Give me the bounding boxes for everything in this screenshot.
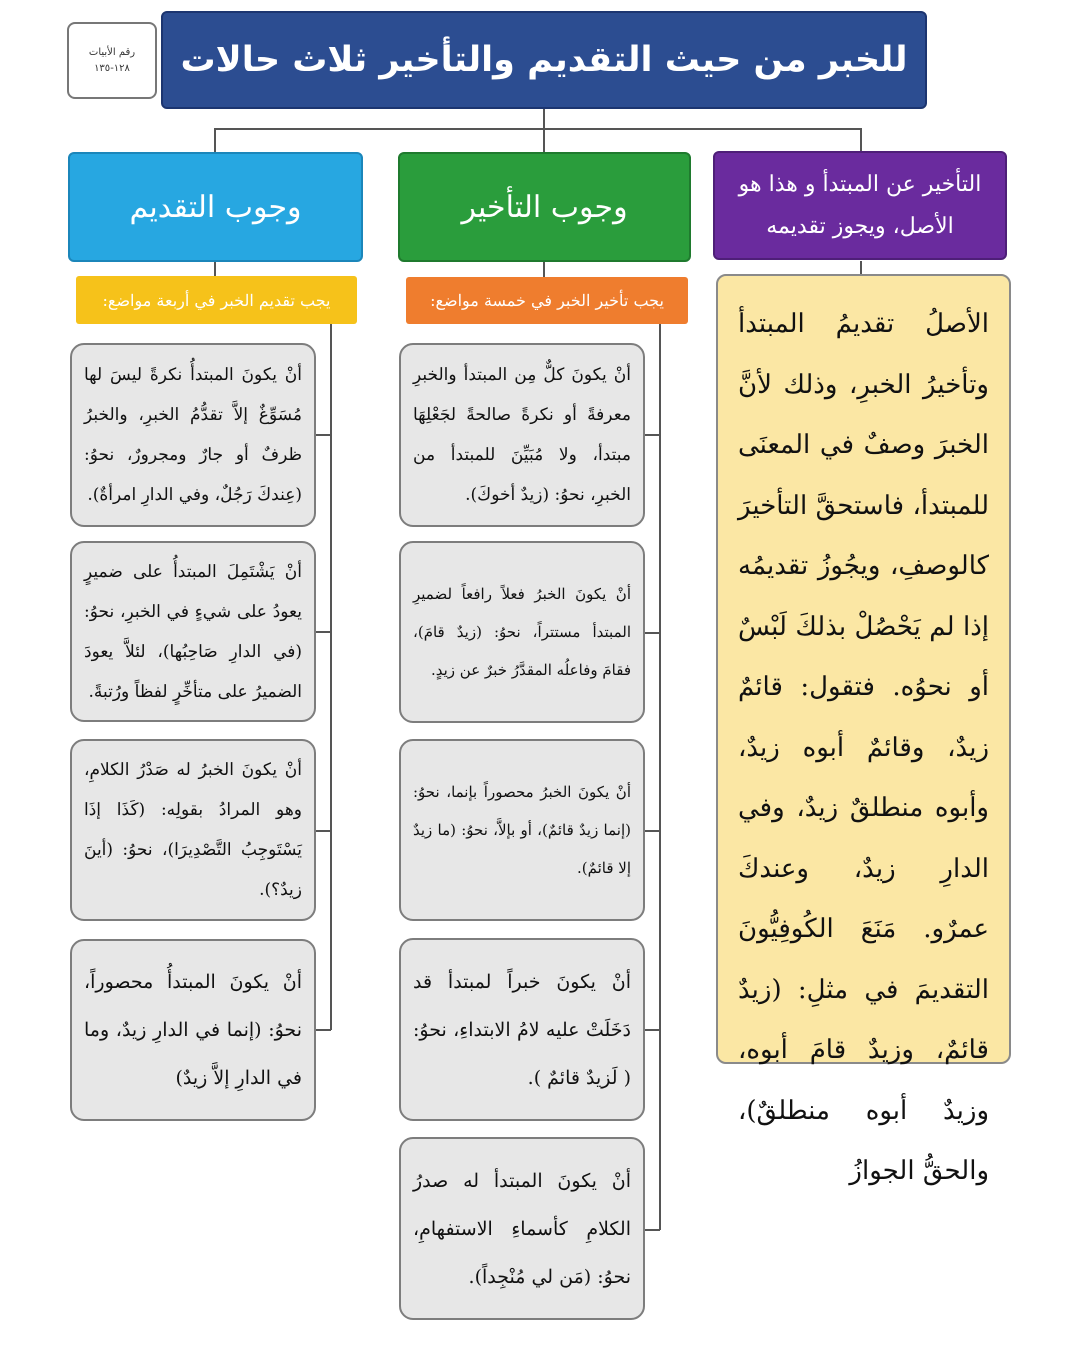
connector-title-down bbox=[543, 109, 545, 129]
header-default-order: التأخير عن المبتدأ و هذا هو الأصل، ويجوز تقديمه bbox=[713, 151, 1007, 260]
connector-horizontal bbox=[215, 128, 861, 130]
connector-advance-4 bbox=[316, 1029, 331, 1031]
subheader-must-advance: يجب تقديم الخبر في أربعة مواضع: bbox=[76, 276, 357, 324]
advance-case-1 bbox=[70, 343, 316, 527]
connector-advance-3 bbox=[316, 830, 331, 832]
delay-case-2-text: أنْ يكونَ الخبرُ فعلاً رافعاً لضميرِ المبتدأ مستتراً، نحوُ: (زيدٌ قامَ)، فقامَ وفاعلُه المقدَّرُ خبرٌ عن زيدٍ. bbox=[413, 585, 631, 679]
subheader-must-delay: يجب تأخير الخبر في خمسة مواضع: bbox=[406, 277, 688, 324]
advance-case-3-text: أنْ يكونَ الخبرُ له صَدْرُ الكلامِ، وهو المرادُ بقولِه: (كَذَا إذَا يَسْتَوجِبُ التَّصْدِيرَا)، نحوُ: (أينَ زيدٌ؟). bbox=[84, 760, 302, 900]
connector-advance-1 bbox=[316, 434, 331, 436]
connector-orange-spine bbox=[659, 324, 661, 1230]
delay-case-4 bbox=[399, 938, 645, 1121]
delay-case-5 bbox=[399, 1137, 645, 1320]
advance-case-2-text: أنْ يَشْتَمِلَ المبتدأُ على ضميرٍ يعودُ على شيءٍ في الخبرِ، نحوُ: (في الدارِ صَاحِبُها)، لئلاَّ يعودَ الضميرُ على متأخِّرٍ لفظاً ورُتبةً. bbox=[84, 561, 302, 702]
page-title: للخبر من حيث التقديم والتأخير ثلاث حالات bbox=[161, 11, 927, 109]
header-must-delay: وجوب التأخير bbox=[398, 152, 691, 262]
connector-delay-4 bbox=[645, 1029, 660, 1031]
connector-advance-2 bbox=[316, 631, 331, 633]
default-order-explanation: الأصلُ تقديمُ المبتدأ وتأخيرُ الخبرِ، وذلك لأنَّ الخبرَ وصفٌ في المعنَى للمبتدأ، فاستحقَّ التأخيرَ كالوصفِ، ويجُوزُ تقديمُه إذا لم يَحْصُلْ بذلكَ لَبْسٌ أو نحوُه. فتقول: قائمٌ زيدٌ، وقائمٌ أبوه زيدٌ، وأبوه منطلقٌ زيدٌ، وفي الدارِ زيدٌ، وعندكَ عمرٌو. مَنَعَ الكُوفِيُّونَ التقديمَ في مثلِ: (زيدٌ قائمٌ، وزيدٌ قامَ أبوه، وزيدٌ أبوه منطلقٌ)، والحقُّ الجوازُ bbox=[716, 274, 1011, 1064]
connector-to-purple bbox=[860, 128, 862, 152]
connector-blue-down bbox=[214, 262, 216, 277]
verses-box bbox=[67, 22, 157, 99]
connector-delay-3 bbox=[645, 830, 660, 832]
advance-case-4-text: أنْ يكونَ المبتدأُ محصوراً، نحوُ: (إنما في الدارِ زيدٌ، وما في الدارِ إلاَّ زيدٌ) bbox=[84, 971, 302, 1089]
connector-delay-2 bbox=[645, 632, 660, 634]
advance-case-3 bbox=[70, 739, 316, 921]
delay-case-1 bbox=[399, 343, 645, 527]
delay-case-5-text: أنْ يكونَ المبتدأ له صدرُ الكلامِ كأسماءِ الاستفهامِ، نحوُ: (مَن لي مُنْجِداً). bbox=[413, 1169, 631, 1288]
verses-range: ١٢٨-١٣٥ bbox=[94, 62, 130, 74]
delay-case-2 bbox=[399, 541, 645, 723]
advance-case-1-text: أنْ يكونَ المبتدأُ نكرةً ليسَ لها مُسَوِّغٌ إلاَّ تقدُّمُ الخبرِ، والخبرُ ظرفٌ أو جارٌ ومجرورٌ، نحوُ: (عِندكَ رَجُلٌ، وفي الدارِ امرأةٌ). bbox=[84, 365, 302, 505]
connector-delay-1 bbox=[645, 434, 660, 436]
delay-case-3-text: أنْ يكونَ الخبرُ محصوراً بإنما، نحوُ: (إنما زيدٌ قائمٌ)، أو بإلاَّ، نحوُ: (ما زيدٌ إلا قائمٌ). bbox=[413, 783, 631, 877]
connector-to-green bbox=[543, 128, 545, 153]
connector-yellow-spine bbox=[330, 324, 332, 1030]
delay-case-1-text: أنْ يكونَ كلٌّ مِن المبتدأ والخبرِ معرفةً أو نكرةً صالحةً لجَعْلِهَا مبتدأ، ولا مُبَيِّنَ للمبتدأ من الخبرِ، نحوُ: (زيدٌ أخوكَ). bbox=[413, 365, 631, 505]
advance-case-4 bbox=[70, 939, 316, 1121]
connector-purple-down bbox=[860, 261, 862, 275]
connector-to-blue bbox=[214, 128, 216, 153]
connector-green-down bbox=[543, 262, 545, 278]
connector-delay-5 bbox=[645, 1229, 660, 1231]
delay-case-3 bbox=[399, 739, 645, 921]
verses-label: رقم الأبيات bbox=[88, 46, 136, 58]
advance-case-2 bbox=[70, 541, 316, 722]
delay-case-4-text: أنْ يكونَ خبراً لمبتدأ قد دَخَلَتْ عليه لامُ الابتداءِ، نحوُ: ( لَزيدٌ قائمٌ ). bbox=[413, 970, 631, 1089]
header-must-advance: وجوب التقديم bbox=[68, 152, 363, 262]
